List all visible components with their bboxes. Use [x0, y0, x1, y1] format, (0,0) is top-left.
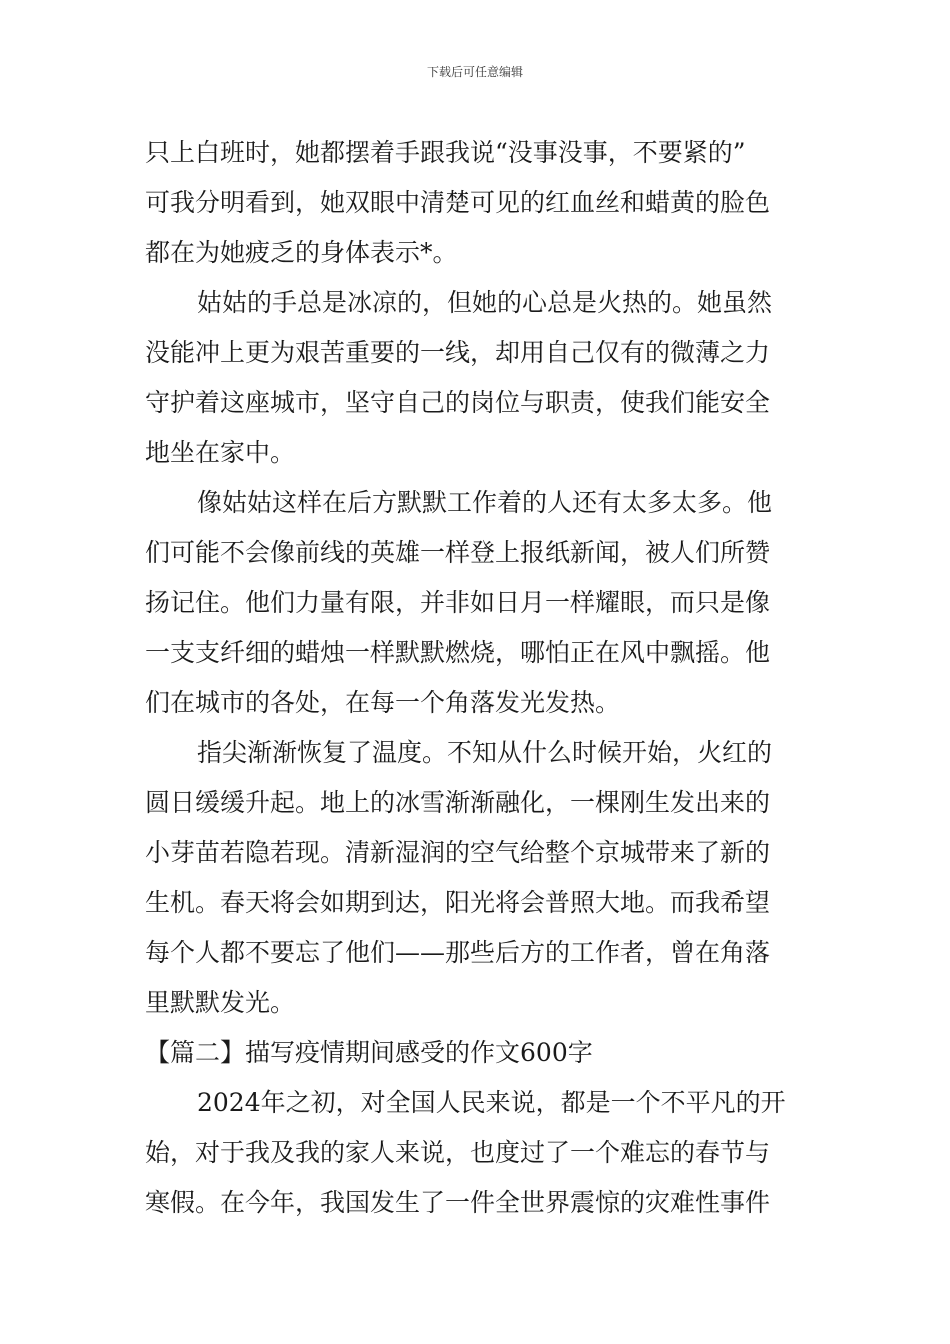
page-header: 下载后可任意编辑 [426, 65, 523, 79]
paragraph [145, 278, 810, 478]
text-line: 2024年之初，对全国人民来说，都是一个不平凡的开 [197, 1088, 786, 1117]
section-heading [145, 1028, 810, 1078]
text-line: 们可能不会像前线的英雄一样登上报纸新闻，被人们所赞 [145, 538, 771, 567]
text-line: 每个人都不要忘了他们——那些后方的工作者，曾在角落 [145, 938, 771, 967]
text-line: 姑姑的手总是冰凉的，但她的心总是火热的。她虽然 [197, 288, 773, 317]
text-line: 都在为她疲乏的身体表示*。 [145, 238, 458, 267]
text-line: 们在城市的各处，在每一个角落发光发热。 [145, 688, 621, 717]
paragraph [145, 728, 810, 1028]
text-line: 没能冲上更为艰苦重要的一线，却用自己仅有的微薄之力 [145, 338, 771, 367]
text-line: 只上白班时，她都摆着手跟我说“没事没事，不要紧的” [145, 138, 746, 167]
paragraph [145, 478, 810, 728]
text-line: 指尖渐渐恢复了温度。不知从什么时候开始，火红的 [197, 738, 773, 767]
text-line: 里默默发光。 [145, 988, 296, 1017]
text-line: 地坐在家中。 [145, 438, 296, 467]
text-line: 守护着这座城市，坚守自己的岗位与职责，使我们能安全 [145, 388, 771, 417]
paragraph [145, 1078, 810, 1228]
text-line: 圆日缓缓升起。地上的冰雪渐渐融化，一棵刚生发出来的 [145, 788, 771, 817]
paragraph [145, 128, 810, 278]
text-line: 始，对于我及我的家人来说，也度过了一个难忘的春节与 [145, 1138, 771, 1167]
text-line: 可我分明看到，她双眼中清楚可见的红血丝和蜡黄的脸色 [145, 188, 771, 217]
document-body [145, 128, 810, 1228]
text-line: 生机。春天将会如期到达，阳光将会普照大地。而我希望 [145, 888, 771, 917]
text-line: 寒假。在今年，我国发生了一件全世界震惊的灾难性事件 [145, 1188, 771, 1217]
text-line: 一支支纤细的蜡烛一样默默燃烧，哪怕正在风中飘摇。他 [145, 638, 771, 667]
heading-line: 【篇二】描写疫情期间感受的作文600字 [145, 1038, 593, 1067]
text-line: 扬记住。他们力量有限，并非如日月一样耀眼，而只是像 [145, 588, 771, 617]
text-line: 像姑姑这样在后方默默工作着的人还有太多太多。他 [197, 488, 773, 517]
text-line: 小芽苗若隐若现。清新湿润的空气给整个京城带来了新的 [145, 838, 771, 867]
